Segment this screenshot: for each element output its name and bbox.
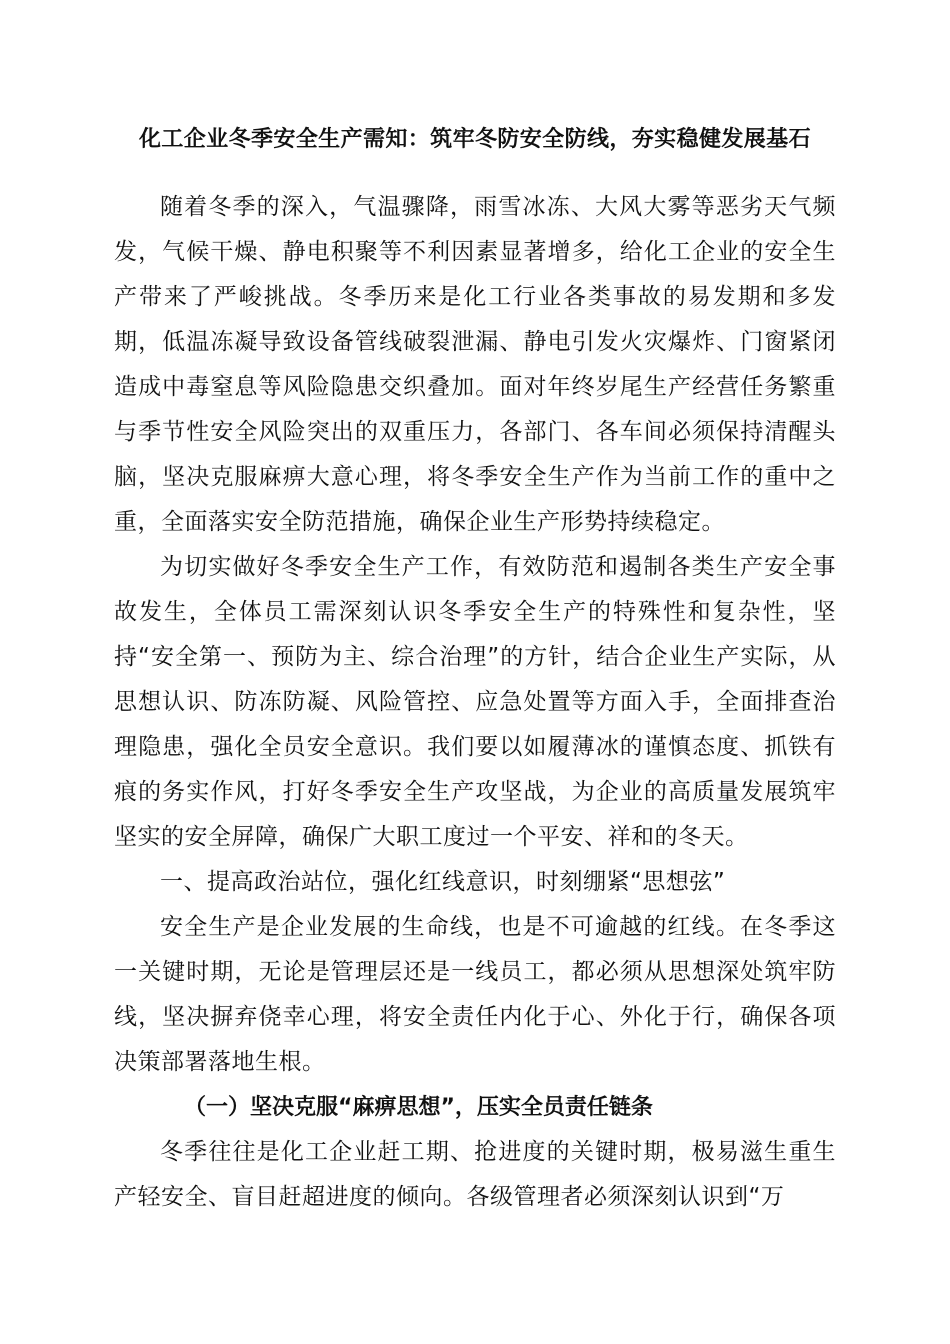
subsection-1-paragraph: 冬季往往是化工企业赶工期、抢进度的关键时期，极易滋生重生产轻安全、盲目赶超进度的倾向。各级管理者必须深刻认识到“万 <box>114 1139 836 1210</box>
intro-paragraph-1: 随着冬季的深入，气温骤降，雨雪冰冻、大风大雾等恶劣天气频发，气候干燥、静电积聚等不利因素显著增多，给化工企业的安全生产带来了严峻挑战。冬季历来是化工行业各类事故的易发期和多发期，低温冻凝导致设备管线破裂泄漏、静电引发火灾爆炸、门窗紧闭造成中毒窒息等风险隐患交织叠加。面对年终岁尾生产经营任务繁重与季节性安全风险突出的双重压力，各部门、各车间必须保持清醒头脑，坚决克服麻痹大意心理，将冬季安全生产作为当前工作的重中之重，全面落实安全防范措施，确保企业生产形势持续稳定。 <box>114 194 836 535</box>
intro-paragraph-2: 为切实做好冬季安全生产工作，有效防范和遏制各类生产安全事故发生，全体员工需深刻认识冬季安全生产的特殊性和复杂性，坚持“安全第一、预防为主、综合治理”的方针，结合企业生产实际，从思想认识、防冻防凝、风险管控、应急处置等方面入手，全面排查治理隐患，强化全员安全意识。我们要以如履薄冰的谨慎态度、抓铁有痕的务实作风，打好冬季安全生产攻坚战，为企业的高质量发展筑牢坚实的安全屏障，确保广大职工度过一个平安、祥和的冬天。 <box>114 554 836 850</box>
document-title: 化工企业冬季安全生产需知：筑牢冬防安全防线，夯实稳健发展基石 <box>138 127 811 152</box>
document-body <box>114 185 836 1220</box>
section-1-paragraph: 安全生产是企业发展的生命线，也是不可逾越的红线。在冬季这一关键时期，无论是管理层还是一线员工，都必须从思想深处筑牢防线，坚决摒弃侥幸心理，将安全责任内化于心、外化于行，确保各项决策部署落地生根。 <box>114 914 836 1075</box>
subsection-1-heading: （一）坚决克服“麻痹思想”，压实全员责任链条 <box>184 1095 653 1120</box>
section-1-heading: 一、提高政治站位，强化红线意识，时刻绷紧“思想弦” <box>160 869 726 895</box>
